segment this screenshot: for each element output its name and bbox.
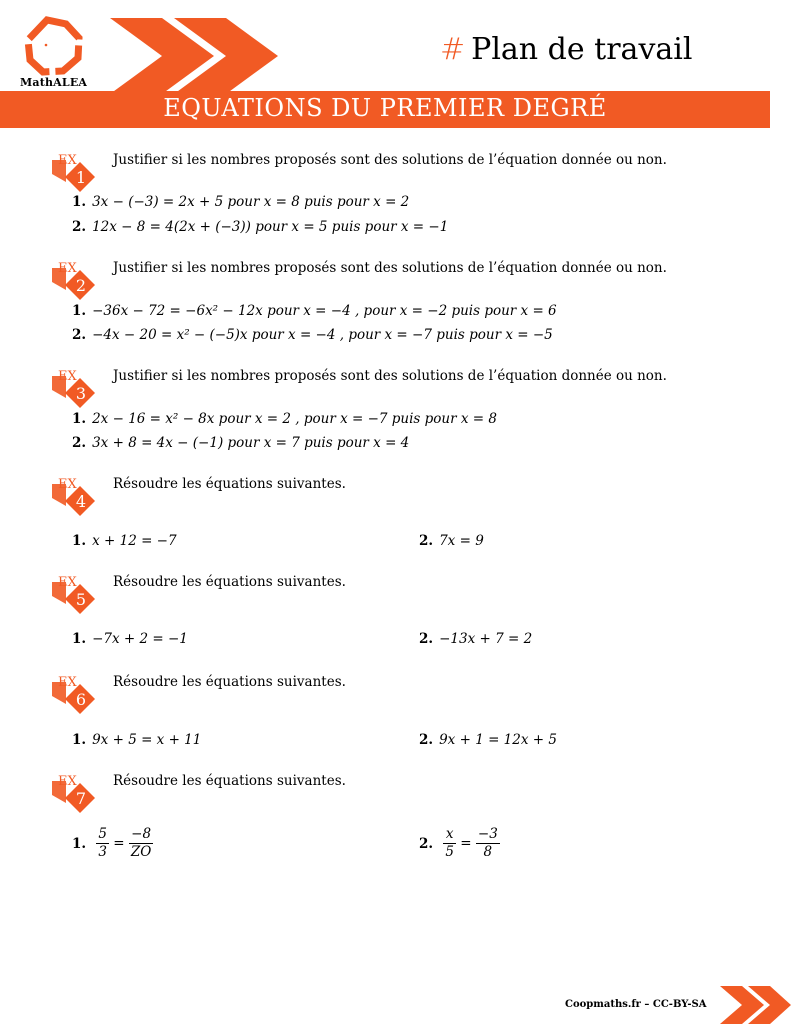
mathalea-logo-icon xyxy=(28,20,79,72)
numerator: 5 xyxy=(98,826,107,842)
fraction xyxy=(443,826,456,861)
question-label: 1. xyxy=(72,194,87,210)
question-label: 1. xyxy=(72,303,87,319)
fraction xyxy=(476,826,500,861)
question-label: 2. xyxy=(419,835,434,852)
question-text: 9x + 5 = x + 11 xyxy=(92,732,202,748)
question-text: x + 12 = −7 xyxy=(92,533,177,549)
denominator: 5 xyxy=(445,844,454,860)
question-item xyxy=(72,435,409,451)
ex-number: 6 xyxy=(75,690,87,709)
denominator: ZO xyxy=(130,844,152,860)
question-text: 12x − 8 = 4(2x + (−3)) pour x = 5 puis pour x = −1 xyxy=(92,219,449,235)
question-text: 9x + 1 = 12x + 5 xyxy=(439,732,557,748)
ex-number: 7 xyxy=(75,789,87,808)
question-label: 2. xyxy=(72,219,87,235)
denominator: 8 xyxy=(483,844,493,860)
ex-prefix: EX xyxy=(58,575,77,590)
numerator: x xyxy=(443,826,456,844)
question-item xyxy=(72,303,557,319)
equals-sign: = xyxy=(113,835,125,852)
ex-prefix: EX xyxy=(58,675,77,690)
document-title xyxy=(440,32,692,67)
fraction xyxy=(129,826,153,861)
ex-number: 1 xyxy=(75,168,87,187)
question-label: 2. xyxy=(419,631,434,647)
ex-prefix: EX xyxy=(58,261,77,276)
chevron-decoration-icon xyxy=(110,18,278,94)
ex-number: 2 xyxy=(75,276,87,295)
question-label: 2. xyxy=(72,435,87,451)
ex-prefix: EX xyxy=(58,774,77,789)
exercise-badge-2 xyxy=(50,260,96,306)
question-label: 1. xyxy=(72,835,87,852)
logo-text: MathALEA xyxy=(20,76,88,89)
exercise-instruction: Justifier si les nombres proposés sont des solutions de l’équation donnée ou non. xyxy=(113,260,667,276)
question-item xyxy=(72,219,448,235)
question-label: 2. xyxy=(419,732,434,748)
question-item xyxy=(419,826,500,861)
exercise-instruction: Justifier si les nombres proposés sont des solutions de l’équation donnée ou non. xyxy=(113,152,667,168)
question-text: 2x − 16 = x² − 8x pour x = 2 , pour x = −7 puis pour x = 8 xyxy=(92,411,497,427)
question-text: 7x = 9 xyxy=(439,533,484,549)
question-item xyxy=(419,631,532,647)
question-text: −13x + 7 = 2 xyxy=(439,631,533,647)
exercise-badge-3 xyxy=(50,368,96,414)
exercise-instruction: Résoudre les équations suivantes. xyxy=(113,476,346,492)
question-item xyxy=(419,533,484,549)
ex-prefix: EX xyxy=(58,153,77,168)
plan-label: Plan de travail xyxy=(471,32,693,67)
question-item xyxy=(72,826,153,861)
ex-number: 5 xyxy=(75,590,87,609)
footer-credit: Coopmaths.fr – CC-BY-SA xyxy=(565,999,707,1010)
exercise-instruction: Résoudre les équations suivantes. xyxy=(113,574,346,590)
question-label: 2. xyxy=(419,533,434,549)
question-label: 1. xyxy=(72,732,87,748)
question-item xyxy=(72,631,188,647)
title-banner xyxy=(0,91,770,128)
question-text: −7x + 2 = −1 xyxy=(92,631,188,647)
exercise-badge-1 xyxy=(50,152,96,198)
exercise-badge-5 xyxy=(50,574,96,620)
ex-number: 4 xyxy=(75,492,87,511)
question-label: 2. xyxy=(72,327,87,343)
numerator: −8 xyxy=(129,826,153,844)
exercise-instruction: Résoudre les équations suivantes. xyxy=(113,773,346,789)
question-label: 1. xyxy=(72,411,87,427)
question-label: 1. xyxy=(72,533,87,549)
equals-sign: = xyxy=(460,835,472,852)
question-text: 3x − (−3) = 2x + 5 pour x = 8 puis pour x = 2 xyxy=(92,194,410,210)
exercise-badge-6 xyxy=(50,674,96,720)
banner-title: EQUATIONS DU PREMIER DEGRÉ xyxy=(163,94,607,122)
fraction xyxy=(96,826,109,861)
question-text: 3x + 8 = 4x − (−1) pour x = 7 puis pour x = 4 xyxy=(92,435,410,451)
question-item xyxy=(72,732,201,748)
question-text: −36x − 72 = −6x² − 12x pour x = −4 , pour x = −2 puis pour x = 6 xyxy=(92,303,557,319)
exercise-instruction: Justifier si les nombres proposés sont des solutions de l’équation donnée ou non. xyxy=(113,368,667,384)
numerator: −3 xyxy=(477,826,498,842)
hash-symbol: # xyxy=(440,32,466,67)
question-item xyxy=(72,194,409,210)
denominator: 3 xyxy=(98,844,107,860)
ex-prefix: EX xyxy=(58,477,77,492)
ex-prefix: EX xyxy=(58,369,77,384)
exercise-badge-7 xyxy=(50,773,96,819)
question-item xyxy=(72,411,497,427)
question-item xyxy=(72,327,553,343)
ex-number: 3 xyxy=(75,384,87,403)
question-text: −4x − 20 = x² − (−5)x pour x = −4 , pour x = −7 puis pour x = −5 xyxy=(92,327,553,343)
question-item xyxy=(419,732,557,748)
question-label: 1. xyxy=(72,631,87,647)
exercise-instruction: Résoudre les équations suivantes. xyxy=(113,674,346,690)
exercise-badge-4 xyxy=(50,476,96,522)
question-item xyxy=(72,533,177,549)
footer-chevron-icon xyxy=(720,986,791,1024)
